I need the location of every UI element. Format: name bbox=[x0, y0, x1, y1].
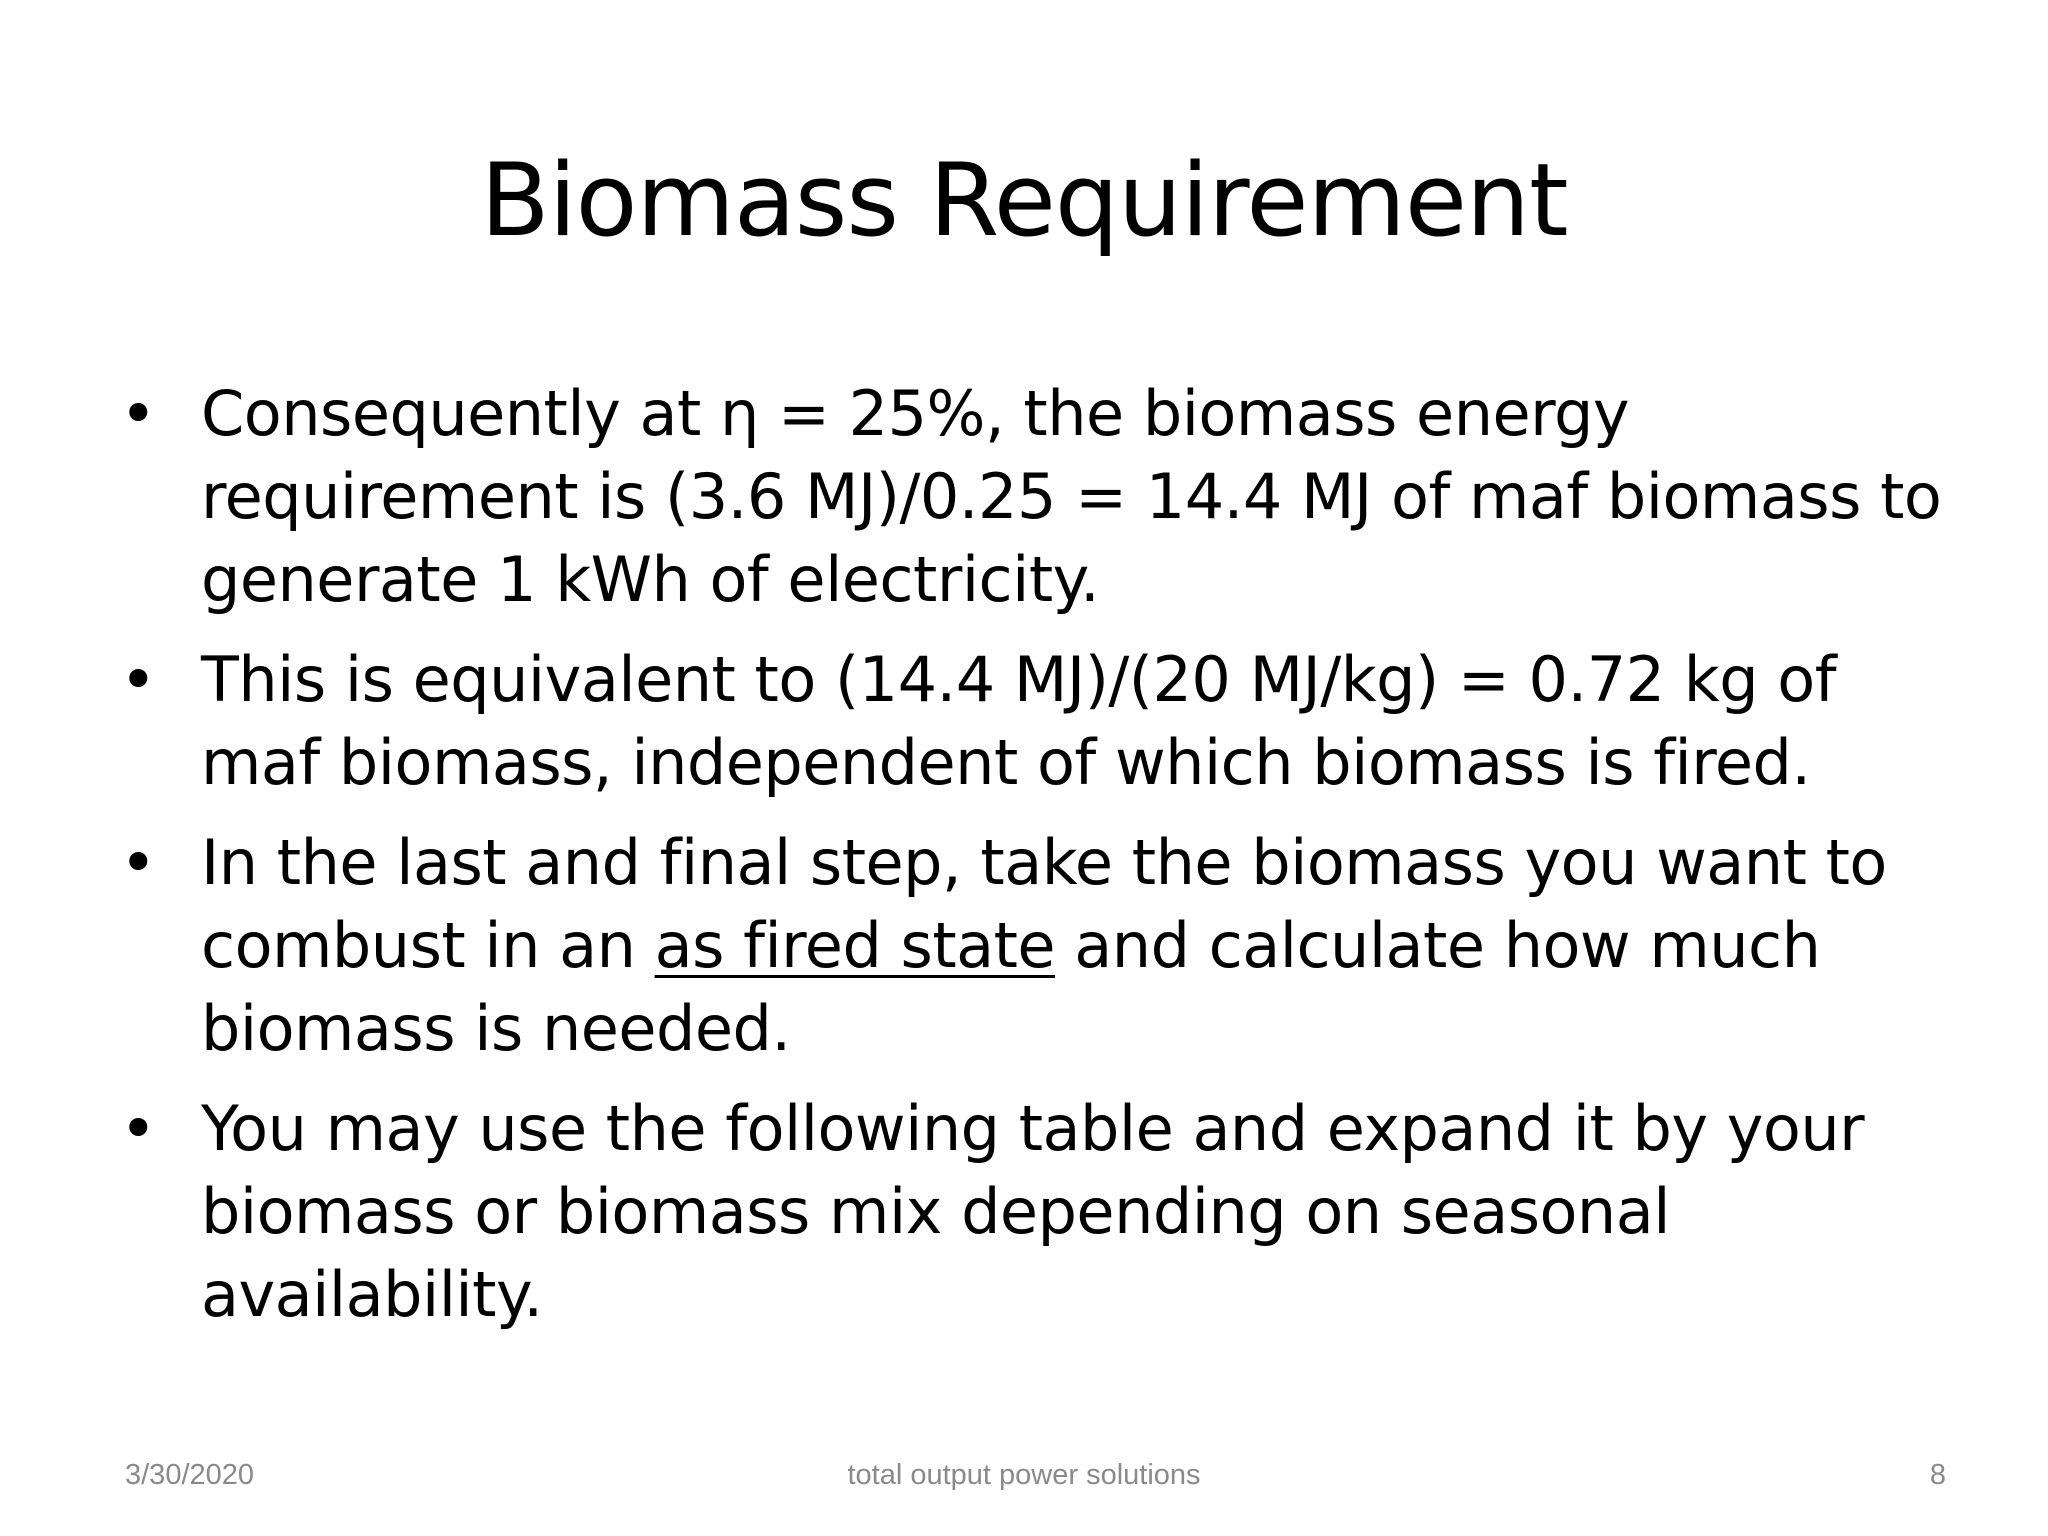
bullet-text-before: In the last and final step, take the biomass you want to combust in an bbox=[201, 826, 1887, 982]
footer-date: 3/30/2020 bbox=[125, 1459, 255, 1491]
bullet-text: You may use the following table and expand it by your biomass or biomass mix depending on seasonal availability. bbox=[201, 1092, 1865, 1331]
slide-title: Biomass Requirement bbox=[480, 141, 1568, 259]
bullet-item bbox=[0, 821, 1961, 1070]
bullet-item bbox=[0, 1087, 1961, 1336]
bullet-item bbox=[0, 638, 1961, 804]
footer-title: total output power solutions bbox=[847, 1459, 1201, 1491]
bullet-dot-icon: • bbox=[120, 643, 157, 716]
bullet-text-after: and calculate how much biomass is needed. bbox=[201, 909, 1821, 1065]
bullet-dot-icon: • bbox=[120, 1092, 157, 1165]
bullet-list bbox=[0, 372, 2048, 1353]
bullet-item bbox=[0, 372, 1961, 621]
underlined-phrase: as fired state bbox=[654, 909, 1056, 982]
bullet-text: This is equivalent to (14.4 MJ)/(20 MJ/kg) = 0.72 kg of maf biomass, independent of which biomass is fired. bbox=[201, 643, 1837, 799]
page-number: 8 bbox=[1929, 1459, 1946, 1491]
bullet-text: Consequently at η = 25%, the biomass energy requirement is (3.6 MJ)/0.25 = 14.4 MJ of maf biomass to generate 1 kWh of electricity. bbox=[201, 377, 1942, 616]
bullet-dot-icon: • bbox=[120, 826, 157, 899]
bullet-dot-icon: • bbox=[120, 377, 157, 450]
